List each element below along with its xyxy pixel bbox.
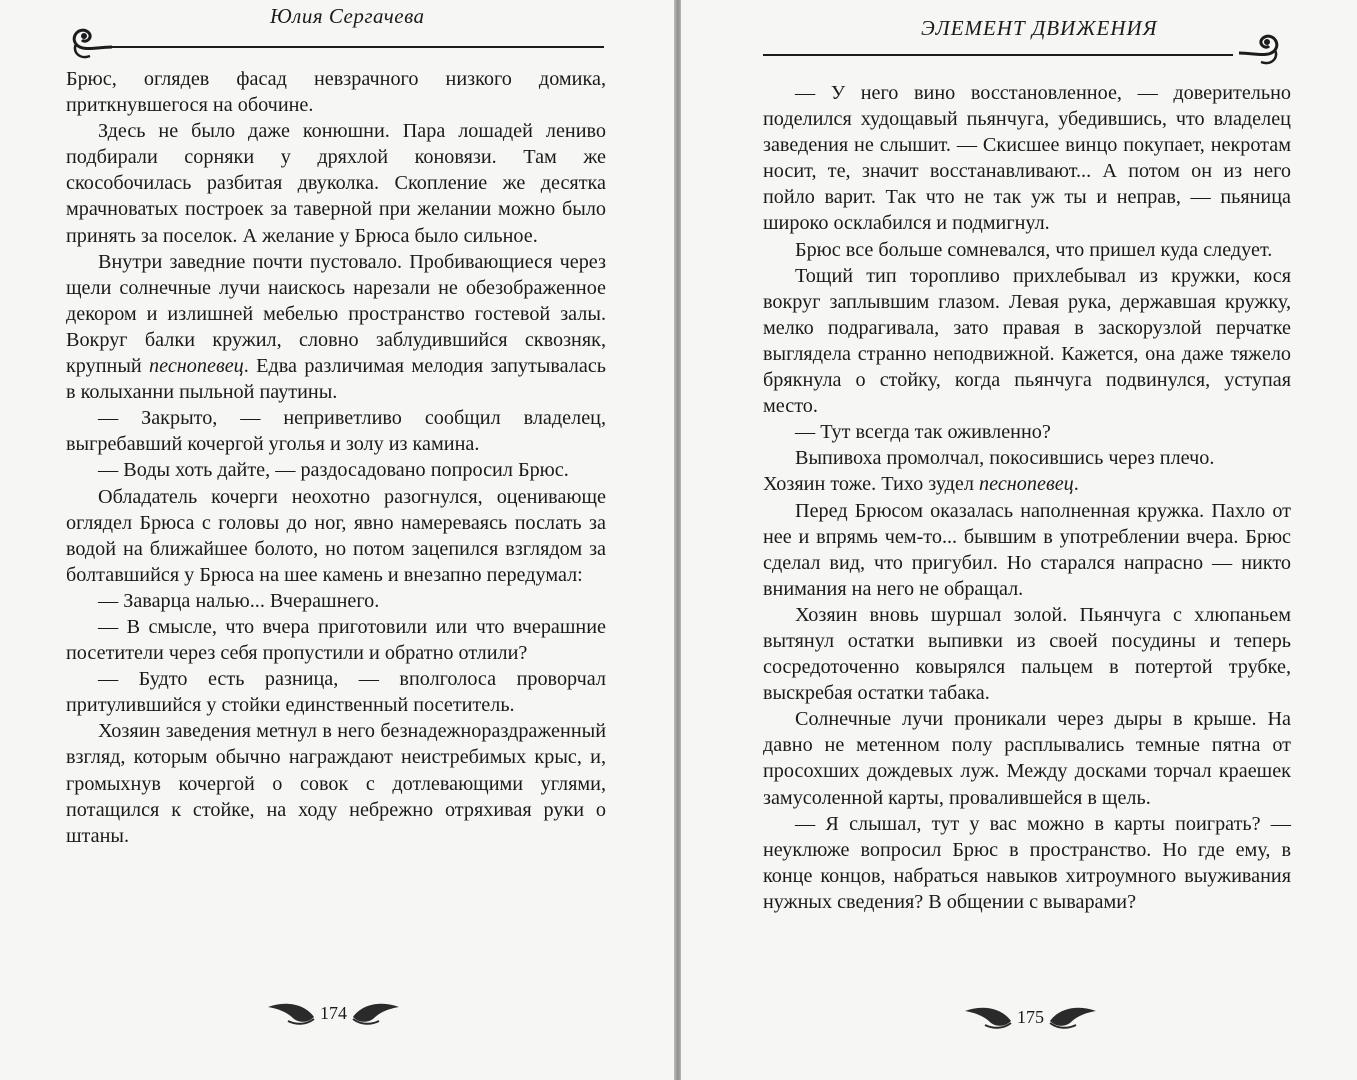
paragraph: — У него вино восстановленное, — доверительно поделился худощавый пьянчуга, убедившись, что владелец заведения не слышит. — Скисшее винцо покупает, некротам носит, те, значит восстанавливают... А потом он из него пойло варит. Так что не так уж ты и неправ, — пьяница широко осклабился и подмигнул. [763, 82, 1291, 235]
paragraph: — Будто есть разница, — вполголоса проворчал притулившийся у стойки единственный посетитель. [66, 668, 606, 717]
page-number-block [266, 996, 401, 1030]
scroll-ornament-icon [62, 14, 122, 64]
right-page-body [763, 80, 1291, 915]
paragraph: Брюс все больше сомневался, что пришел куда следует. [795, 238, 1273, 261]
running-head-author: Юлия Сергачева [270, 4, 425, 28]
paragraph: — Воды хоть дайте, — раздосадовано попросил Брюс. [98, 459, 569, 482]
paragraph [763, 471, 1291, 497]
winged-scroll-icon [266, 999, 316, 1027]
page-number-block [963, 1000, 1098, 1034]
page-number: 175 [1017, 1006, 1044, 1027]
paragraph-text: Хозяин тоже. Тихо зудел [763, 473, 974, 496]
paragraph: Солнечные лучи проникали через дыры в крыше. На давно не метенном полу расплывались темные пятна от просохших дождевых луж. Между досками торчал краешек замусоленной карты, провалившейся в щель. [763, 708, 1291, 809]
paragraph: — Тут всегда так оживленно? [795, 421, 1051, 444]
paragraph [66, 249, 606, 406]
paragraph: — Заварца налью... Вчерашнего. [98, 589, 380, 612]
paragraph: Хозяин вновь шуршал золой. Пьянчуга с хлюпаньем вытянул остатки выпивки из своей посудины и теперь сосредоточенно ковырялся пальцем в потертой трубке, выскребая остатки табака. [763, 603, 1291, 705]
paragraph-text: . Едва различимая мелодия запутывалась в колыханни пыльной паутины. [66, 355, 607, 404]
paragraph: Перед Брюсом оказалась наполненная кружка. Пахло от нее и впрямь чем-то... бывшим в употреблении вчера. Брюс сделал вид, что пригубил. Но старался напрасно — никто внимания на него не обращал. [763, 499, 1291, 600]
right-page [681, 0, 1357, 1080]
paragraph: Здесь не было даже конюшни. Пара лошадей лениво подбирали сорняки у дряхлой коновязи. Там же скособочилась разбитая двуколка. Скопление же десятка мрачноватых построек за таверной при желании можно было принять за поселок. А желание у Брюса было сильное. [66, 120, 606, 247]
italic-term: песнопевец [979, 473, 1074, 496]
italic-term: песнопевец [149, 355, 244, 378]
paragraph-text: Внутри заведние почти пустовало. Пробивающиеся через щели солнечные лучи наискось нарезали не обезображенное декором и излишней мебелью пространство гостевой залы. Вокруг балки кружил, словно заблудившийся сквозняк, крупный [66, 250, 606, 378]
left-page [0, 0, 676, 1080]
page-number: 174 [320, 1002, 347, 1023]
paragraph: — Я слышал, тут у вас можно в карты поиграть? — неуклюже вопросил Брюс в пространство. Но где ему, в конце концов, набраться навыков хитроумного выуживания нужных сведения? В общении с выварами? [763, 812, 1291, 913]
header-rule [110, 46, 604, 48]
winged-scroll-icon [351, 999, 401, 1027]
winged-scroll-icon [963, 1003, 1013, 1031]
paragraph: — В смысле, что вчера приготовили или что вчерашние посетители через себя пропустили и обратно отлили? [66, 615, 606, 665]
paragraph: Выпивоха промолчал, покосившись через плечо. [795, 447, 1215, 470]
header-rule [763, 54, 1233, 56]
paragraph: Брюс, оглядев фасад невзрачного низкого домика, приткнувшегося на обочине. [66, 68, 606, 117]
scroll-ornament-icon [1229, 20, 1289, 70]
running-head-title: ЭЛЕМЕНТ ДВИЖЕНИЯ [921, 16, 1158, 40]
paragraph: — Закрыто, — неприветливо сообщил владелец, выгребавший кочергой уголья и золу из камина. [66, 407, 606, 456]
paragraph-text: . [1073, 473, 1079, 496]
paragraph: Обладатель кочерги неохотно разогнулся, оценивающе оглядел Брюса с головы до ног, явно намереваясь послать за водой на ближайшее болото, но потом зацепился взглядом за болтавшийся у Брюса на шее камень и внезапно передумал: [66, 485, 606, 586]
left-page-body [66, 66, 606, 849]
paragraph: Хозяин заведения метнул в него безнадежнораздраженный взгляд, которым обычно награждают неистребимых крыс, и, громыхнув кочергой о совок с дотлевающими углями, потащился к стойке, на ходу небрежно отряхивая руки о штаны. [66, 720, 606, 847]
paragraph: Тощий тип торопливо прихлебывал из кружки, кося вокруг заплывшим глазом. Левая рука, державшая кружку, мелко подрагивала, зато правая в заскорузлой перчатке выглядела странно неподвижной. Кажется, она даже тяжело брякнула о стойку, когда пьянчуга подвинулся, уступая место. [763, 264, 1291, 418]
winged-scroll-icon [1048, 1003, 1098, 1031]
